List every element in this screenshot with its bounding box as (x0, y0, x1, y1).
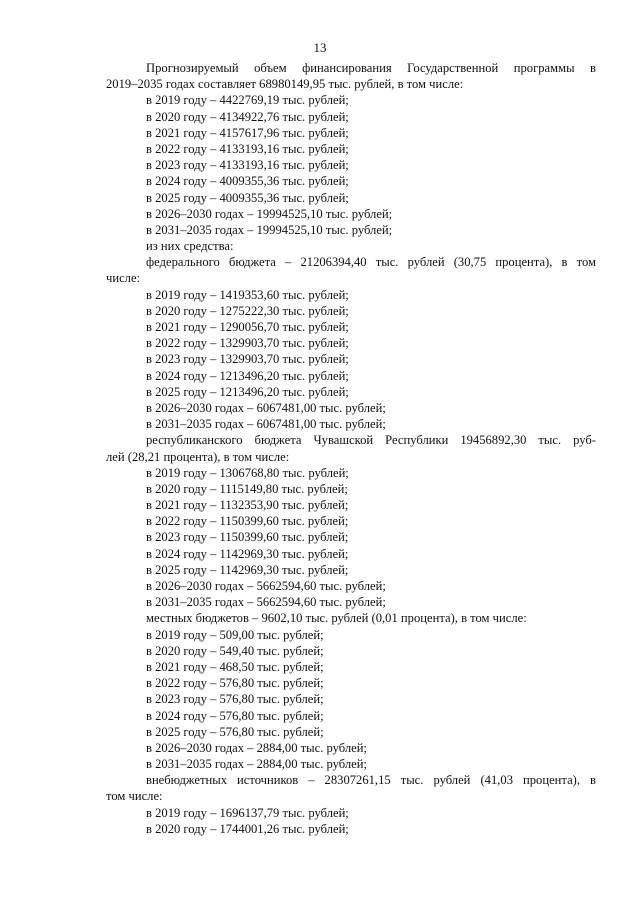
text-line: в 2025 году – 4009355,36 тыс. рублей; (146, 190, 349, 205)
text-line: в 2020 году – 4134922,76 тыс. рублей; (146, 109, 349, 124)
text-line: в 2025 году – 1142969,30 тыс. рублей; (146, 562, 349, 577)
page-number: 13 (313, 40, 327, 55)
text-line: в 2031–2035 годах – 19994525,10 тыс. рублей; (146, 222, 393, 237)
text-line: лей (28,21 процента), в том числе: (106, 449, 290, 464)
text-line: в 2021 году – 468,50 тыс. рублей; (146, 659, 324, 674)
text-line: в 2031–2035 годах – 2884,00 тыс. рублей; (146, 757, 367, 772)
text-line: в 2023 году – 576,80 тыс. рублей; (146, 692, 324, 707)
text-line: в 2019 году – 1306768,80 тыс. рублей; (146, 465, 349, 480)
text-line: в 2026–2030 годах – 5662594,60 тыс. рублей; (146, 579, 386, 593)
text-line: в 2024 году – 1142969,30 тыс. рублей; (146, 546, 349, 561)
text-line: числе: (106, 271, 141, 286)
text-line: республиканского бюджета Чувашской Республики 19456892,30 тыс. руб- (146, 433, 596, 448)
text-line: в 2022 году – 1150399,60 тыс. рублей; (146, 514, 349, 529)
text-line: в 2019 году – 1419353,60 тыс. рублей; (146, 287, 349, 302)
text-line: в 2024 году – 576,80 тыс. рублей; (146, 708, 324, 723)
text-line: внебюджетных источников – 28307261,15 тыс. рублей (41,03 процента), в (146, 773, 596, 788)
text-line: в 2026–2030 годах – 6067481,00 тыс. рублей; (146, 400, 386, 415)
text-line: в 2023 году – 4133193,16 тыс. рублей; (146, 158, 349, 173)
text-line: в 2022 году – 576,80 тыс. рублей; (146, 676, 324, 691)
text-line: местных бюджетов – 9602,10 тыс. рублей (0,01 процента), в том числе: (146, 611, 527, 626)
text-line: в 2019 году – 1696137,79 тыс. рублей; (146, 805, 349, 820)
text-line: из них средства: (146, 239, 234, 254)
text-line: в 2025 году – 1213496,20 тыс. рублей; (146, 384, 349, 399)
text-line: в 2023 году – 1150399,60 тыс. рублей; (146, 530, 349, 545)
text-line: в 2021 году – 1290056,70 тыс. рублей; (146, 320, 349, 334)
text-line: федерального бюджета – 21206394,40 тыс. рублей (30,75 процента), в том (146, 255, 596, 270)
text-line: в 2023 году – 1329903,70 тыс. рублей; (146, 352, 349, 367)
text-line: в 2019 году – 4422769,19 тыс. рублей; (146, 93, 349, 108)
text-line: в 2026–2030 годах – 19994525,10 тыс. рублей; (146, 206, 393, 221)
text-line: в 2024 году – 4009355,36 тыс. рублей; (146, 174, 349, 189)
text-line: в 2020 году – 549,40 тыс. рублей; (146, 643, 324, 658)
text-line: в 2020 году – 1115149,80 тыс. рублей; (146, 481, 348, 496)
text-line: 2019–2035 годах составляет 68980149,95 тыс. рублей, в том числе: (106, 77, 464, 92)
text-line: в 2026–2030 годах – 2884,00 тыс. рублей; (146, 740, 367, 755)
text-line: Прогнозируемый объем финансирования Государственной программы в (146, 61, 596, 75)
text-line: в 2019 году – 509,00 тыс. рублей; (146, 627, 324, 642)
text-line: в 2031–2035 годах – 5662594,60 тыс. рублей; (146, 595, 386, 610)
document-body (106, 60, 596, 837)
text-line: в 2020 году – 1744001,26 тыс. рублей; (146, 821, 349, 836)
text-line: в 2022 году – 1329903,70 тыс. рублей; (146, 336, 349, 351)
text-line: в 2021 году – 1132353,90 тыс. рублей; (146, 498, 349, 513)
text-line: в 2025 году – 576,80 тыс. рублей; (146, 724, 324, 739)
text-line: том числе: (106, 789, 163, 804)
text-line: в 2031–2035 годах – 6067481,00 тыс. рублей; (146, 417, 386, 432)
text-line: в 2020 году – 1275222,30 тыс. рублей; (146, 303, 349, 318)
text-line: в 2024 году – 1213496,20 тыс. рублей; (146, 368, 349, 383)
text-line: в 2021 году – 4157617,96 тыс. рублей; (146, 125, 349, 140)
text-line: в 2022 году – 4133193,16 тыс. рублей; (146, 141, 349, 156)
